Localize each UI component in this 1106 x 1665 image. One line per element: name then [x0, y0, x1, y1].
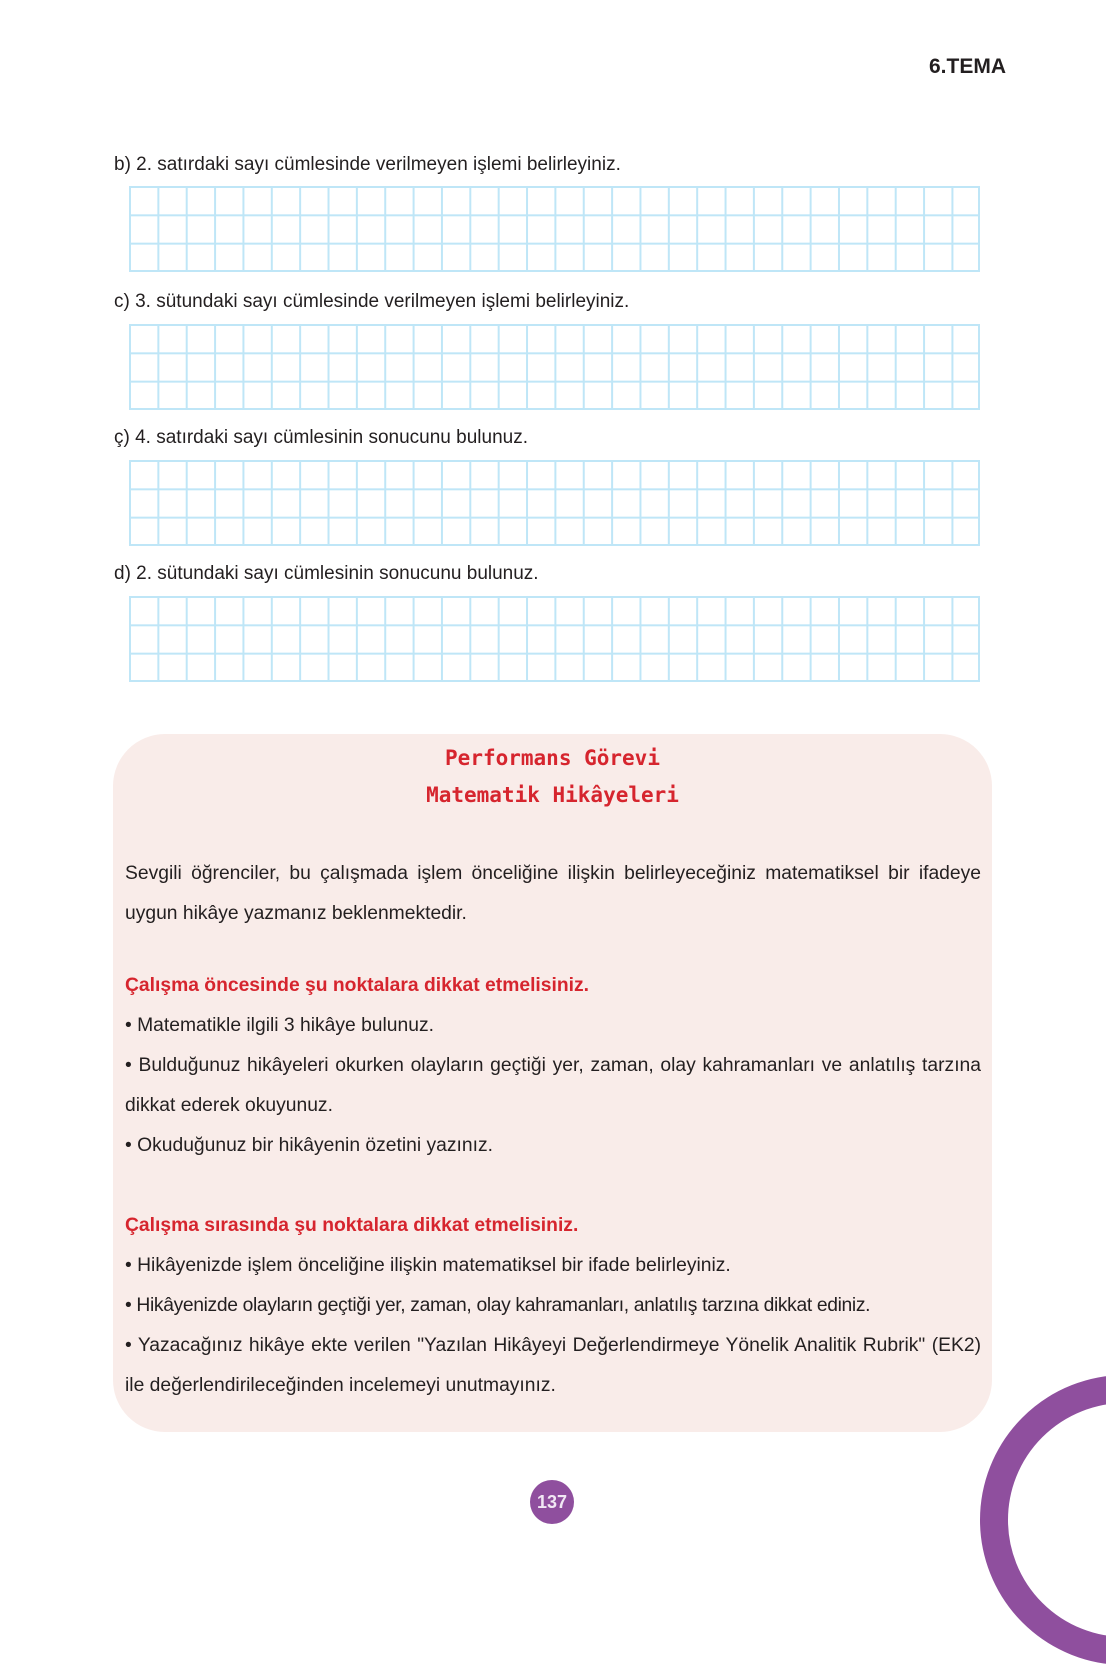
answer-grid-cc[interactable] — [129, 460, 980, 546]
during-item-1: • Hikâyenizde işlem önceliğine ilişkin matematiksel bir ifade belirleyiniz. — [125, 1255, 731, 1276]
during-item-2: • Hikâyenizde olayların geçtiği yer, zaman, olay kahramanları, anlatılış tarzına dikkat ediniz. — [125, 1295, 871, 1316]
during-heading: Çalışma sırasında şu noktalara dikkat etmelisiniz. — [125, 1215, 579, 1236]
before-heading: Çalışma öncesinde şu noktalara dikkat etmelisiniz. — [125, 975, 589, 996]
task-title-line2: Matematik Hikâyeleri — [426, 783, 679, 807]
before-item-2: • Bulduğunuz hikâyeleri okurken olayların geçtiği yer, zaman, olay kahramanları ve anlatılış tarzına dikkat ederek okuyunuz. — [125, 1055, 981, 1116]
answer-grid-c[interactable] — [129, 324, 980, 410]
question-c: c) 3. sütundaki sayı cümlesinde verilmeyen işlemi belirleyiniz. — [114, 291, 630, 312]
decorative-arc — [980, 1375, 1106, 1665]
before-item-3: • Okuduğunuz bir hikâyenin özetini yazınız. — [125, 1135, 493, 1156]
answer-grid-b[interactable] — [129, 186, 980, 272]
question-b: b) 2. satırdaki sayı cümlesinde verilmeyen işlemi belirleyiniz. — [114, 154, 621, 175]
answer-grid-d[interactable] — [129, 596, 980, 682]
theme-label: 6.TEMA — [928, 55, 1006, 78]
question-d: d) 2. sütundaki sayı cümlesinin sonucunu bulunuz. — [114, 563, 539, 584]
page-number-badge: 137 — [530, 1480, 574, 1524]
performance-task-box — [113, 734, 992, 1432]
before-item-1: • Matematikle ilgili 3 hikâye bulunuz. — [125, 1015, 434, 1036]
during-item-3: • Yazacağınız hikâye ekte verilen "Yazılan Hikâyeyi Değerlendirmeye Yönelik Analitik Rubrik" (EK2) ile değerlendirileceğinden incelemeyi unutmayınız. — [125, 1335, 981, 1396]
question-cc: ç) 4. satırdaki sayı cümlesinin sonucunu bulunuz. — [114, 427, 528, 448]
task-title-line1: Performans Görevi — [445, 746, 660, 770]
task-title — [113, 740, 992, 814]
task-intro: Sevgili öğrenciler, bu çalışmada işlem önceliğine ilişkin belirleyeceğiniz matematiksel bir ifadeye uygun hikâye yazmanız beklenmektedir. — [125, 863, 981, 924]
